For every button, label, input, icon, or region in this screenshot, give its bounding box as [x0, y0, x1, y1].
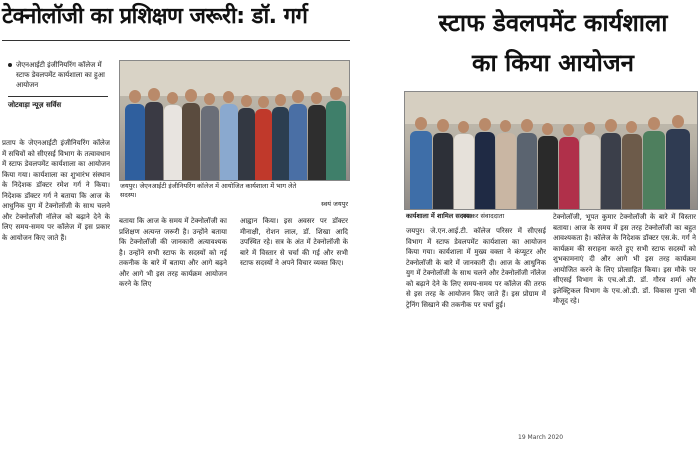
- bullet-item: जेएनआईटी इंजीनियरिंग कॉलेज में स्टाफ डेवलपमेंट कार्यशाला का हुआ आयोजन: [8, 60, 110, 90]
- left-group-photo: [119, 60, 350, 181]
- right-article: [400, 0, 700, 473]
- person-figure: [219, 91, 239, 180]
- person-figure: [181, 89, 201, 180]
- person-figure: [432, 119, 454, 209]
- person-figure: [307, 92, 327, 180]
- person-figure: [600, 119, 622, 209]
- person-figure: [642, 117, 666, 209]
- footer-date: 19 March 2020: [518, 434, 564, 441]
- dateline: जोटवाड़ा न्यूज़ सर्विस: [8, 101, 62, 109]
- person-figure: [409, 117, 433, 209]
- person-figure: [474, 118, 496, 209]
- person-figure: [325, 87, 347, 180]
- left-headline: टेक्नोलॉजी का प्रशिक्षण जरूरी: डॉ. गर्ग: [2, 4, 308, 29]
- right-byline: भास्कर संवाददाता: [462, 212, 505, 220]
- right-group-photo: [404, 91, 698, 210]
- headline-rule: [2, 40, 350, 41]
- person-figure: [124, 90, 146, 180]
- person-figure: [163, 92, 183, 180]
- right-column-1: जयपुर। जे.एन.आई.टी. कॉलेज परिसर में सीएसई विभाग में स्टाफ डेवलपमेंट कार्यशाला का आयोजन किया गया। कार्यशाला में मुख्य वक्ता ने कंप्यूटर और टेक्नोलॉजी के बारे में जानकारी दी। आज के आधुनिक युग में टेक्नोलॉजी के साथ चलने और टेक्नोलॉजी नॉलेज को बढ़ाने देने के लिए समय-समय पर कॉलेज की तरफ से इस तरह के आयोजन किए जाते हैं। इस प्रोग्राम में ट्रेनिंग सिखाने की तकनीक पर चर्चा हुई।: [406, 227, 546, 309]
- person-figure: [495, 120, 517, 209]
- person-figure: [537, 123, 559, 209]
- right-column-2: टेक्नोलॉजी, भूपत कुमार टेक्नोलॉजी के बारे में विस्तार बताया। आज के समय में इस तरह टेक्नोलॉजी का बहुत आवश्यकता है। कॉलेज के निदेशक डॉक्टर एस.के. गर्ग ने कार्यक्रम की सराहना करते हुए सभी स्टाफ सदस्यों को शुभकामनाएं दी और आगे भी इस तरह कार्यक्रम आयोजित करने के लिए प्रोत्साहित किया। इस मौके पर सीएसई विभाग के एच.ओ.डी. डॉ. गौरव शर्मा और इलेक्ट्रिकल विभाग के एच.ओ.डी. डॉ. विकास गुप्ता भी मौजूद रहे।: [553, 213, 696, 305]
- left-photo-caption: जयपुर। जेएनआईटी इंजीनियरिंग कॉलेज में आयोजित कार्यशाला में भाग लेते सदस्य।: [120, 182, 297, 199]
- left-column-3: आह्वान किया। इस अवसर पर डॉक्टर मीनाक्षी, रोशन लाल, डॉ. शिखा आदि उपस्थित रहे। सत्र के अंत में टेक्नोलॉजी के बारे में विस्तार से चर्चा की गई और सभी स्टाफ सदस्यों ने अपने विचार व्यक्त किए।: [240, 217, 348, 267]
- person-figure: [200, 93, 220, 180]
- left-photo-credit: स्वयं जयपुर: [321, 200, 348, 208]
- person-figure: [516, 119, 538, 209]
- left-column-2: बताया कि आज के समय में टेक्नोलॉजी का प्रशिक्षण अत्यन्त जरूरी है। उन्होंने बताया कि टेक्नोलॉजी की जानकारी अत्यावश्यक है। उन्होंने सभी स्टाफ के सदस्यों को नई तकनीक के बारे में बताया और आगे बढ़ने और आगे भी इस तरह कार्यक्रम आयोजन करने के लिए: [119, 217, 227, 288]
- person-figure: [621, 121, 643, 209]
- left-bullets: [8, 60, 110, 110]
- right-photo-caption: कार्यशाला में शामिल सदस्य।: [406, 212, 473, 220]
- person-figure: [558, 124, 580, 209]
- right-headline-line2: का किया आयोजन: [472, 49, 634, 77]
- bullet-rule: [8, 96, 108, 97]
- right-headline-line1: स्टाफ डेवलपमेंट कार्यशाला: [438, 9, 668, 37]
- person-figure: [665, 115, 691, 209]
- person-figure: [144, 88, 164, 180]
- person-figure: [453, 121, 475, 209]
- person-figure: [288, 90, 308, 180]
- person-figure: [579, 122, 601, 209]
- left-column-1: प्रताप के जेएनआईटी इंजीनियरिंग कॉलेज में सचिवों को सीएसई विभाग के तत्वावधान में स्टाफ डेवलपमेंट कार्यशाला का आयोजन किया गया। कार्यशाला का शुभारंभ संस्थान के निदेशक डॉक्टर रमेश गर्ग ने किया। निदेशक डॉक्टर गर्ग ने बताया कि आज के आधुनिक युग में टेक्नोलॉजी के साथ चलने और टेक्नोलॉजी नॉलेज को बढ़ाने देने के लिए समय-समय पर कॉलेज में इस प्रकार के आयोजन किए जाते हैं।: [2, 139, 110, 242]
